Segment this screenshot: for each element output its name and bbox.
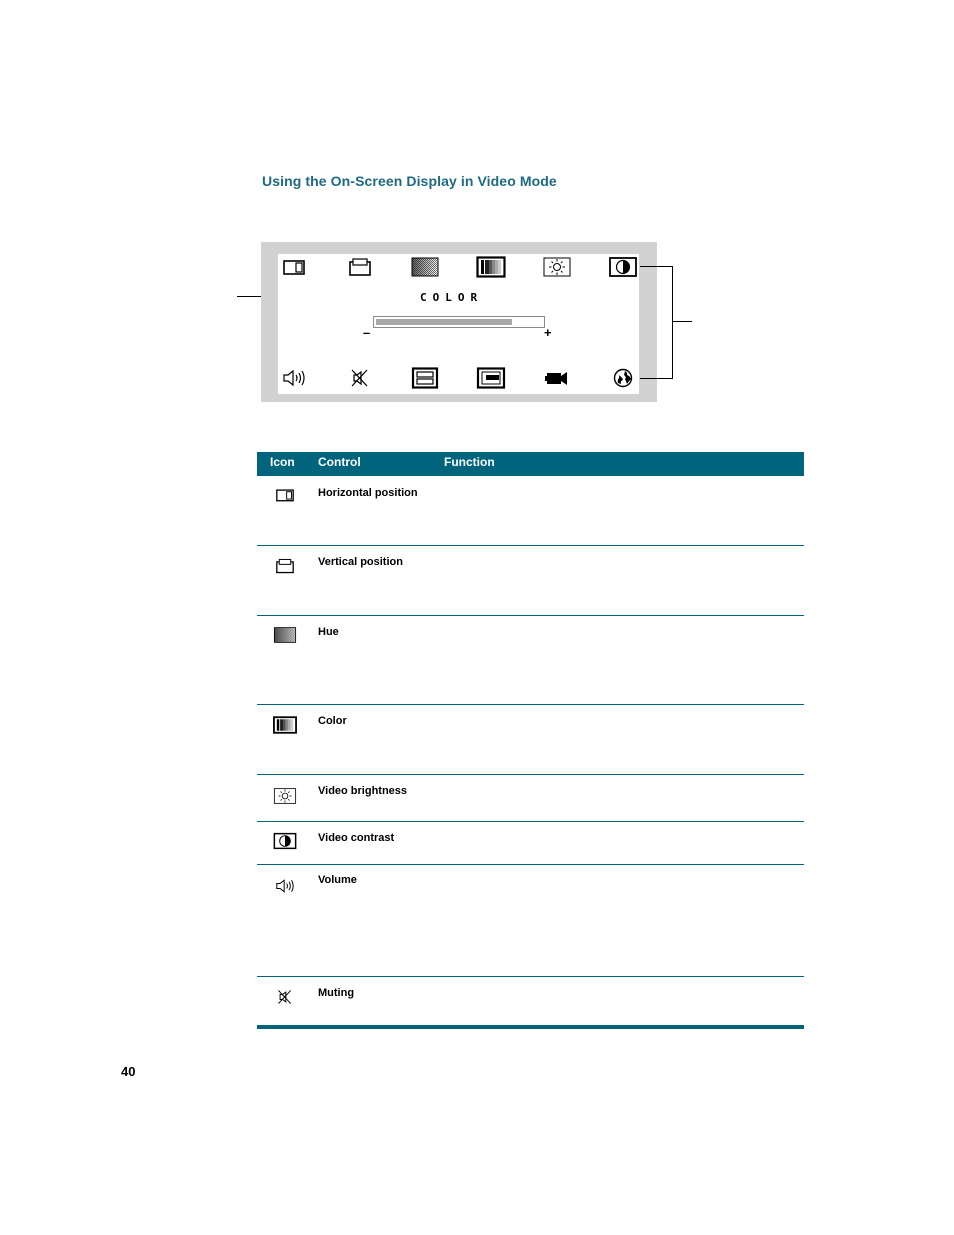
table-row (257, 705, 804, 775)
volume-icon-svg (272, 877, 298, 895)
control-label: Vertical position (318, 556, 403, 568)
osd-level-fill (376, 319, 512, 325)
color-icon-svg (476, 256, 506, 278)
control-label: Horizontal position (318, 487, 418, 499)
brightness-icon-svg (272, 787, 298, 805)
video-camera-icon (542, 367, 572, 389)
osd-plus: + (544, 325, 552, 340)
contrast-icon-svg (272, 832, 298, 850)
muting-icon-svg (272, 988, 298, 1006)
control-label: Hue (318, 626, 339, 638)
table-row (257, 616, 804, 705)
table-row (257, 546, 804, 616)
muting-icon-svg (345, 367, 375, 389)
hue-icon (410, 256, 440, 278)
control-label: Volume (318, 874, 357, 886)
horizontal-position-icon (272, 486, 298, 504)
color-icon-svg (272, 716, 298, 734)
volume-icon (279, 367, 309, 389)
controls-table (257, 452, 804, 1029)
osd-minus: – (363, 325, 371, 340)
horizontal-position-icon (279, 256, 309, 278)
page-number: 40 (121, 1064, 136, 1079)
brightness-icon-svg (542, 256, 572, 278)
color-icon (476, 256, 506, 278)
callout-bracket-tick (672, 321, 692, 322)
brightness-icon (272, 787, 298, 805)
vertical-position-icon (272, 557, 298, 575)
contrast-icon-svg (608, 256, 638, 278)
contrast-icon (608, 256, 638, 278)
control-label: Video brightness (318, 785, 408, 797)
vertical-position-icon (345, 256, 375, 278)
hue-icon (272, 626, 298, 644)
vertical-position-icon-svg (272, 557, 298, 575)
muting-icon (345, 367, 375, 389)
hue-icon-svg (272, 626, 298, 644)
horizontal-position-icon-svg (272, 486, 298, 504)
table-row (257, 865, 804, 977)
size-icon-svg (410, 367, 440, 389)
language-globe-icon (608, 367, 638, 389)
osd-screen (278, 254, 639, 394)
video-camera-icon-svg (542, 367, 572, 389)
table-row (257, 476, 804, 546)
header-icon: Icon (270, 455, 295, 469)
vertical-position-icon-svg (345, 256, 375, 278)
table-bottom-rule (257, 1025, 804, 1029)
table-row (257, 977, 804, 1025)
control-label: Color (318, 715, 347, 727)
volume-icon (272, 877, 298, 895)
header-control: Control (318, 455, 361, 469)
horizontal-position-icon-svg (279, 256, 309, 278)
table-row (257, 775, 804, 822)
table-header (257, 452, 804, 476)
size-icon (410, 367, 440, 389)
control-label: Muting (318, 987, 355, 999)
control-label: Video contrast (318, 832, 395, 844)
pip-icon-svg (476, 367, 506, 389)
osd-level-bar (373, 316, 545, 328)
header-function: Function (444, 455, 495, 469)
pip-icon (476, 367, 506, 389)
muting-icon (272, 988, 298, 1006)
osd-frame (261, 242, 657, 402)
brightness-icon (542, 256, 572, 278)
color-icon (272, 716, 298, 734)
hue-icon-svg (410, 256, 440, 278)
table-row (257, 822, 804, 865)
section-title: Using the On-Screen Display in Video Mode (262, 173, 557, 189)
language-globe-icon-svg (608, 367, 638, 389)
callout-bracket (640, 266, 673, 379)
contrast-icon (272, 832, 298, 850)
osd-control-label: COLOR (420, 291, 484, 304)
volume-icon-svg (279, 367, 309, 389)
